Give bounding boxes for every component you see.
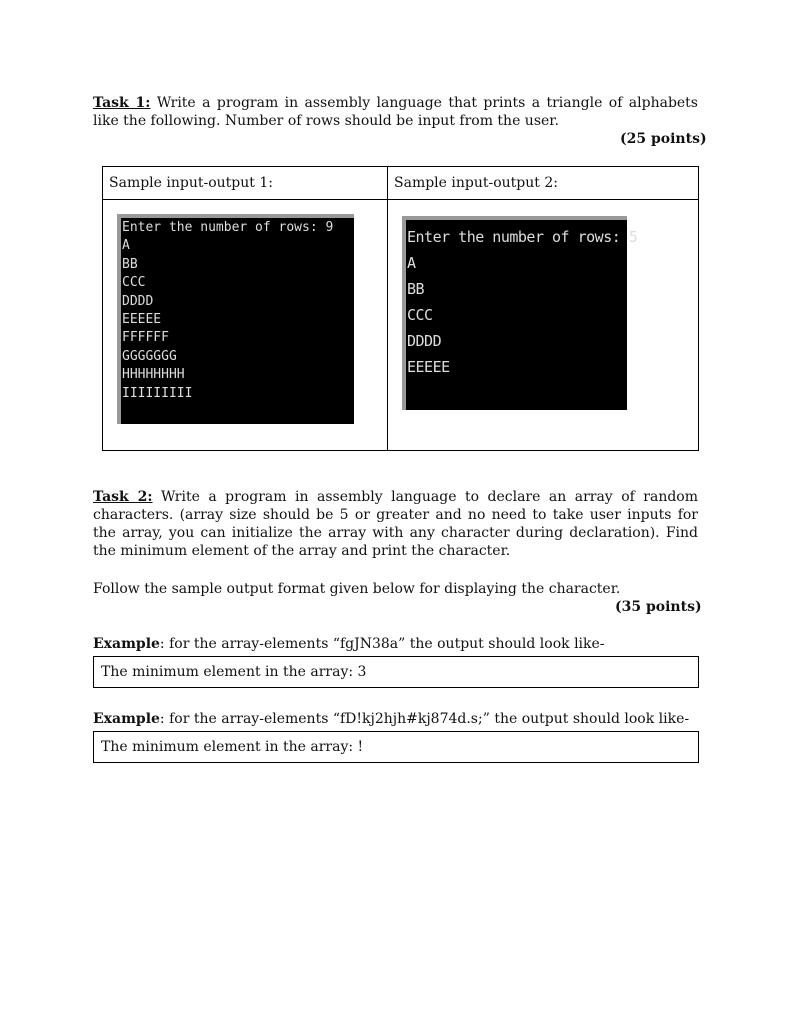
console2-line: DDDD xyxy=(407,332,442,350)
sample-cell-1 xyxy=(103,200,388,451)
task2-follow-text: Follow the sample output format given below for displaying the character. xyxy=(93,581,621,597)
task2-points: (35 points) xyxy=(615,599,702,615)
example-2-output-box: The minimum element in the array: ! xyxy=(93,731,699,763)
console1-line: EEEEE xyxy=(122,312,162,328)
console1-line: FFFFFF xyxy=(122,330,169,346)
task1-points: (25 points) xyxy=(620,131,707,147)
task1-text: Write a program in assembly language that prints a triangle of alphabets like the following. Number of rows should be input from the user. xyxy=(93,95,698,129)
example-1 xyxy=(93,635,698,653)
sample-io-table xyxy=(102,166,699,451)
sample-header-1: Sample input-output 1: xyxy=(103,167,388,200)
console1-line: A xyxy=(122,238,130,254)
console-screenshot-1 xyxy=(117,214,354,424)
console-screenshot-2 xyxy=(402,216,638,410)
console1-line: HHHHHHHH xyxy=(122,367,185,383)
example-1-text: : for the array-elements “fgJN38a” the output should look like- xyxy=(159,636,605,652)
console1-line: Enter the number of rows: 9 xyxy=(122,220,334,235)
task2-description xyxy=(93,488,698,560)
sample-header-2: Sample input-output 2: xyxy=(388,167,699,200)
task2-label: Task 2: xyxy=(93,489,153,505)
example-1-label: Example xyxy=(93,636,160,652)
task1-label: Task 1: xyxy=(93,95,151,111)
task1-description xyxy=(93,94,698,130)
console1-line: BB xyxy=(122,256,138,272)
example-2-label: Example xyxy=(93,711,160,727)
console2-line: CCC xyxy=(407,306,433,324)
console2-line: BB xyxy=(407,280,425,298)
console1-line: GGGGGGG xyxy=(122,348,177,364)
console2-line: Enter the number of rows: 5 xyxy=(407,228,638,246)
console1-line: DDDD xyxy=(122,293,154,309)
console2-line: EEEEE xyxy=(407,358,450,376)
example-1-output-box: The minimum element in the array: 3 xyxy=(93,656,699,688)
example-2-text: : for the array-elements “fD!kj2hjh#kj874d.s;” the output should look like- xyxy=(159,711,690,727)
example-2 xyxy=(93,710,698,728)
sample-cell-2 xyxy=(388,200,699,451)
console1-line: IIIIIIIII xyxy=(122,385,193,401)
console2-line: A xyxy=(407,254,416,272)
task2-text: Write a program in assembly language to declare an array of random characters. (array size should be 5 or greater and no need to take user inputs for the array, you can initialize the array with any character during declaration). Find the minimum element of the array and print the character. xyxy=(93,489,699,559)
console1-line: CCC xyxy=(122,275,146,291)
